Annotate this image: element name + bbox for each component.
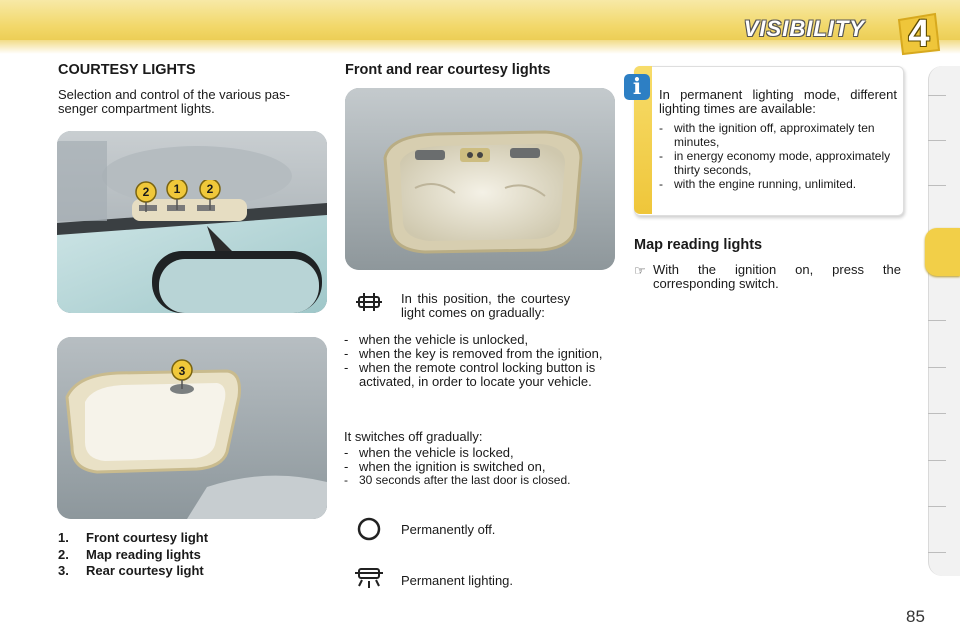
- courtesy-lights-heading: COURTESY LIGHTS: [58, 62, 196, 78]
- front-lights-illustration: [57, 131, 327, 313]
- tab-divider: [928, 320, 946, 321]
- tab-divider: [928, 552, 946, 553]
- intro-line: senger compartment lights.: [58, 101, 215, 116]
- chapter-number: 4: [908, 13, 930, 55]
- legend-number: 2.: [58, 546, 69, 562]
- tab-divider: [928, 367, 946, 368]
- list-item: - when the key is removed from the ignition,: [344, 347, 616, 361]
- tab-divider: [928, 185, 946, 186]
- list-item: - 30 seconds after the last door is closed.: [344, 474, 616, 487]
- permanently-off-label: Permanently off.: [401, 522, 496, 537]
- off-circle-icon: [357, 517, 381, 541]
- courtesy-intro: [58, 88, 328, 116]
- list-item: - when the vehicle is locked,: [344, 446, 616, 460]
- position-text: [401, 292, 616, 320]
- marker-3: 3: [178, 364, 186, 378]
- marker-2-left: 2: [142, 185, 150, 199]
- position-line: In this position, the courtesy: [401, 291, 571, 306]
- permanent-light-icon: [353, 565, 385, 591]
- permanent-lighting-label: Permanent lighting.: [401, 573, 514, 588]
- on-conditions-list: [344, 333, 616, 389]
- info-intro: In permanent lighting mode, different lighting times are available:: [659, 87, 897, 116]
- list-item: - with the engine running, unlimited.: [659, 177, 897, 191]
- list-item: - when the remote control locking button is activated, in order to locate your vehicle.: [344, 361, 616, 389]
- marker-1: 1: [173, 182, 181, 196]
- tab-divider: [928, 140, 946, 141]
- courtesy-light-illustration: [345, 88, 615, 270]
- tab-divider: [928, 460, 946, 461]
- list-item: - with the ignition off, approximately ten minutes,: [659, 121, 897, 149]
- light-legend: [58, 530, 208, 580]
- info-icon: i: [624, 74, 650, 100]
- map-reading-heading: Map reading lights: [634, 237, 763, 253]
- tab-divider: [928, 95, 946, 96]
- list-item: - when the vehicle is unlocked,: [344, 333, 616, 347]
- list-item: - when the ignition is switched on,: [344, 460, 616, 474]
- position-line: light comes on gradually:: [401, 305, 545, 320]
- legend-item: [58, 530, 208, 547]
- front-rear-heading: Front and rear courtesy lights: [345, 62, 551, 78]
- legend-number: 3.: [58, 563, 69, 578]
- intro-line: Selection and control of the various pas-: [58, 87, 290, 102]
- chapter-tabs[interactable]: [928, 66, 960, 576]
- page-title: VISIBILITY: [743, 16, 865, 41]
- header-fade: [0, 40, 960, 54]
- legend-label: Front courtesy light: [86, 530, 209, 545]
- tab-visibility-active[interactable]: [925, 228, 960, 276]
- marker-2-right: 2: [206, 182, 214, 196]
- legend-number: 1.: [58, 530, 69, 545]
- courtesy-light-photo: [345, 88, 615, 270]
- front-lights-photo: [57, 131, 327, 313]
- list-item: - in energy economy mode, approximately thirty seconds,: [659, 149, 897, 177]
- pointer-hand-icon: ☞: [634, 263, 646, 278]
- page-number: 85: [906, 607, 925, 626]
- info-list: [659, 121, 897, 191]
- map-reading-text: With the ignition on, press the corresponding switch.: [653, 262, 901, 291]
- door-switch-icon: [355, 291, 383, 313]
- off-heading: It switches off gradually:: [344, 429, 483, 444]
- tab-divider: [928, 506, 946, 507]
- off-conditions-list: [344, 446, 616, 487]
- legend-item: [58, 547, 208, 564]
- legend-label: Map reading lights: [86, 546, 201, 562]
- legend-item: [58, 563, 208, 580]
- legend-label: Rear courtesy light: [86, 563, 204, 578]
- tab-divider: [928, 413, 946, 414]
